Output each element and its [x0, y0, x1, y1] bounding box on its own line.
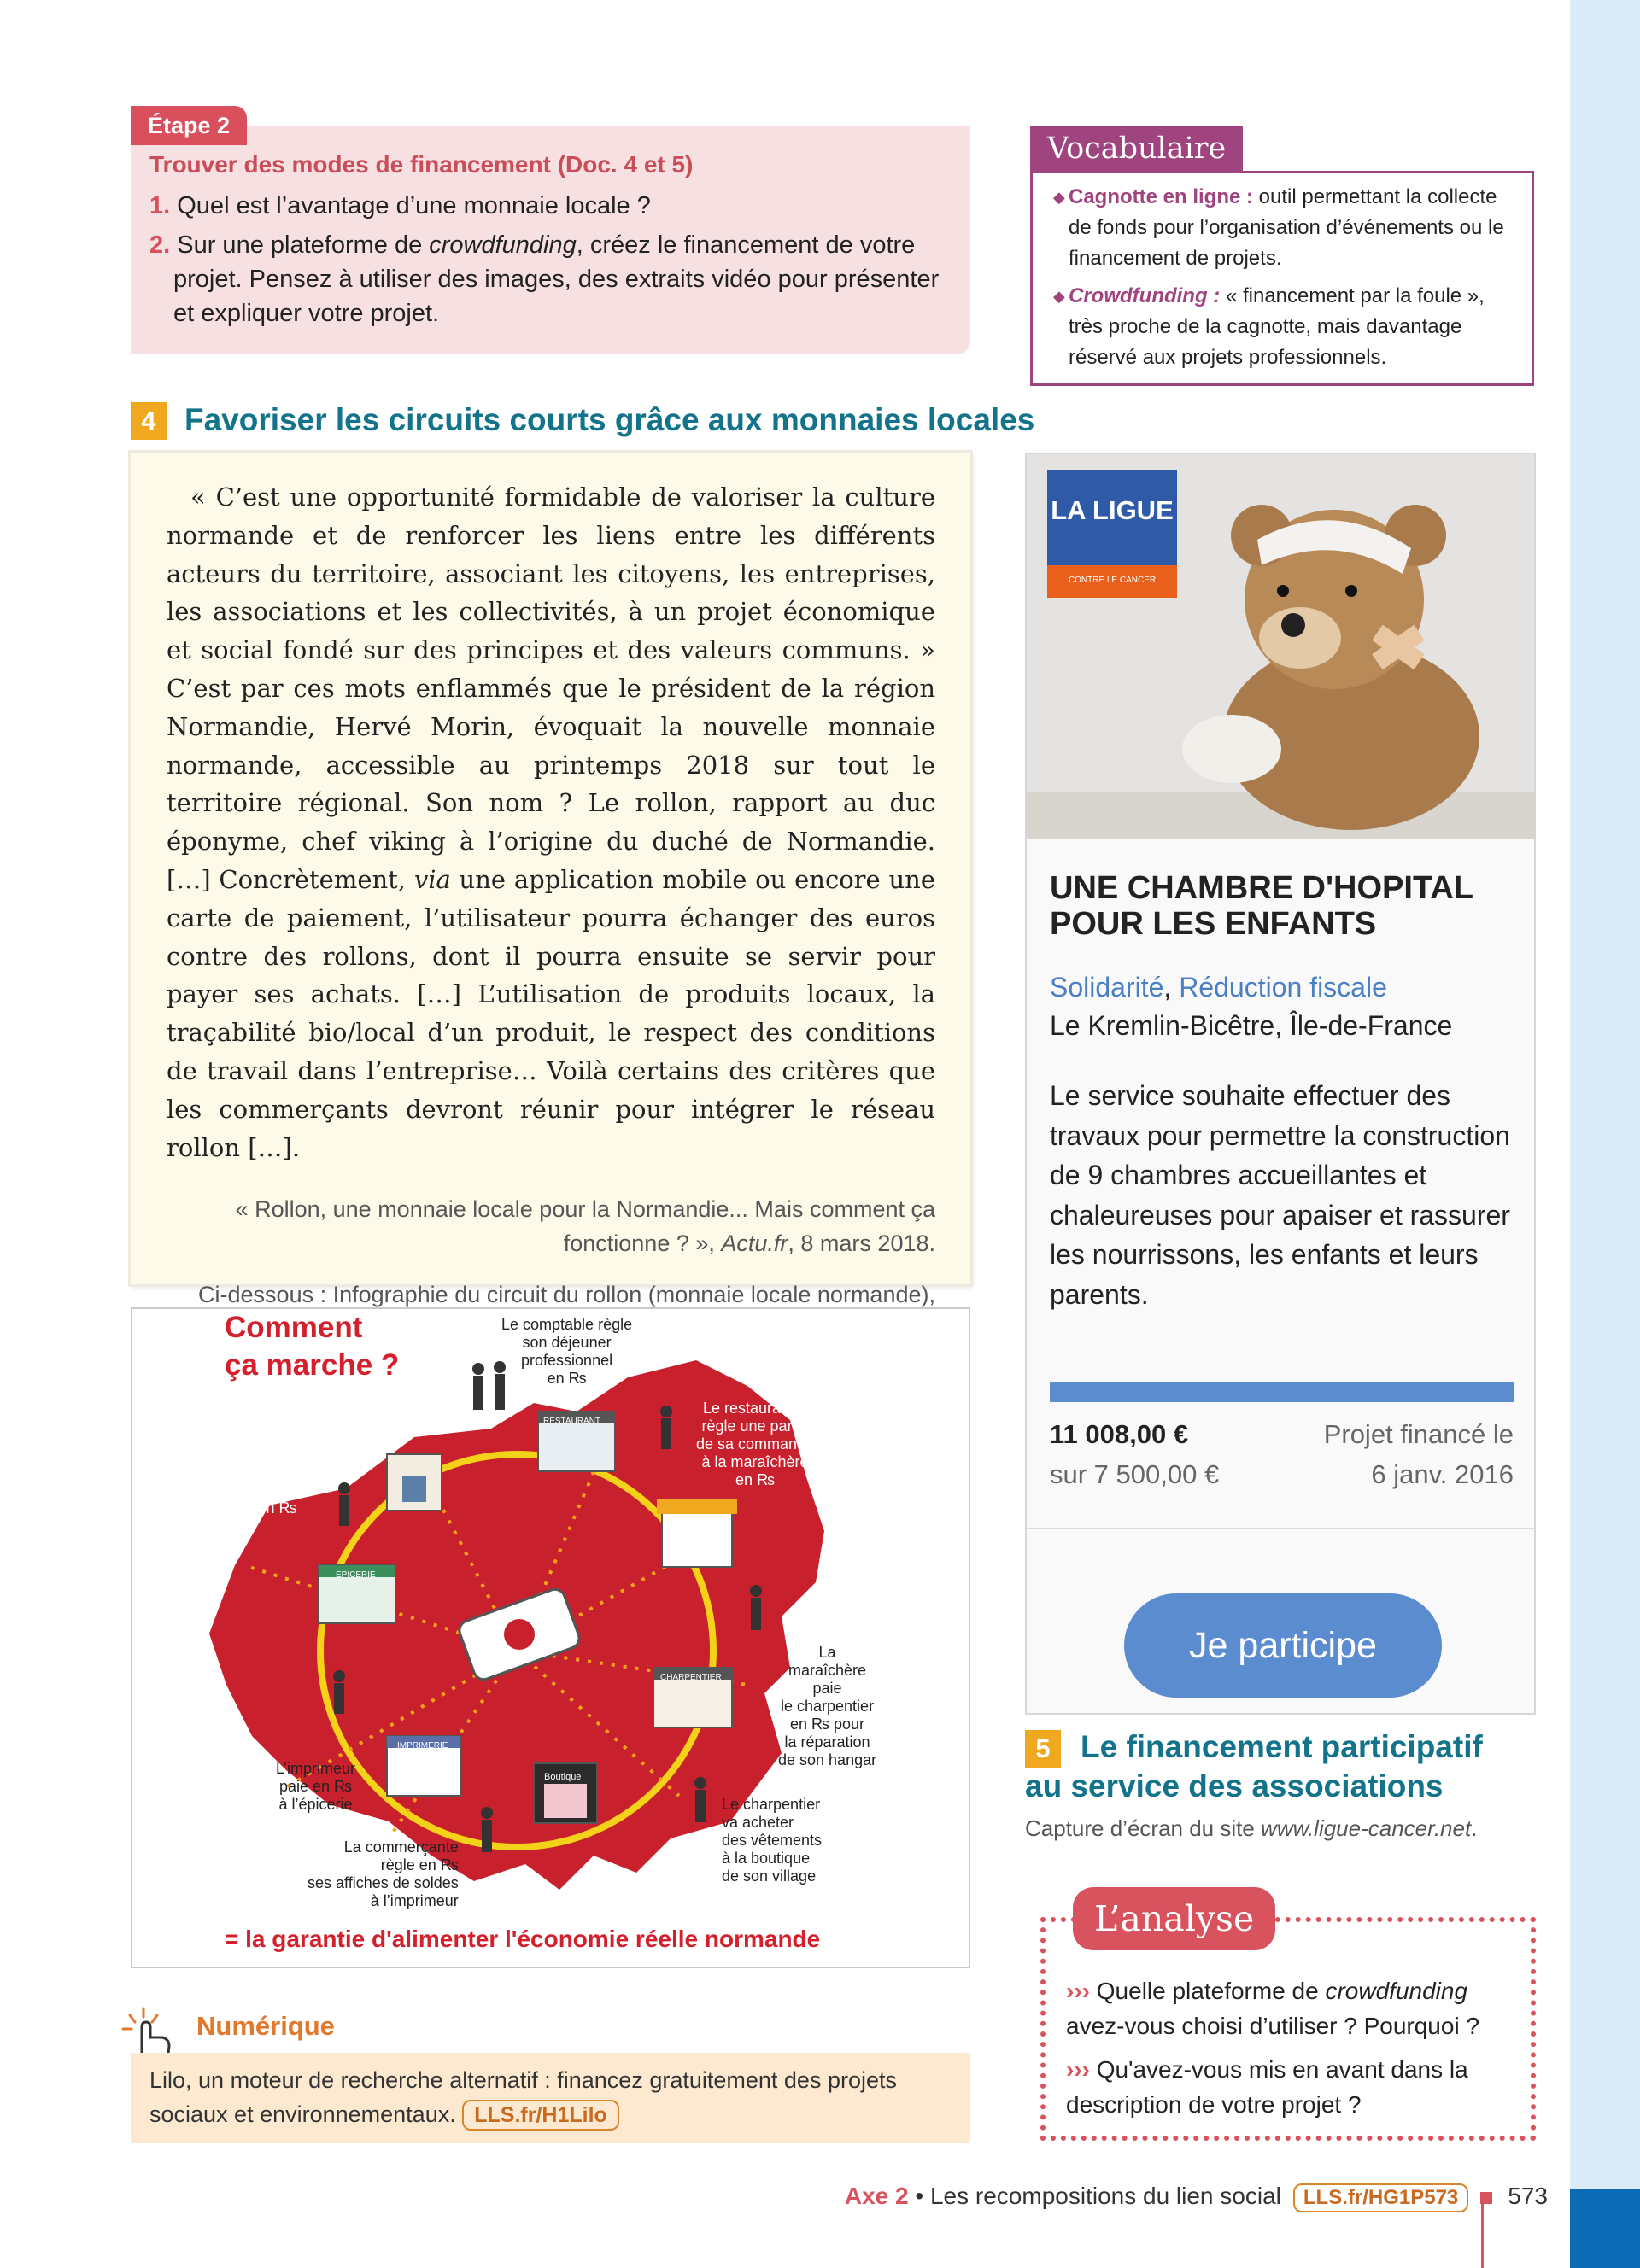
doc4-number: 4: [131, 402, 167, 440]
doc5-caption: Capture d’écran du site www.ligue-cancer.net.: [1025, 1815, 1478, 1841]
participate-button[interactable]: Je participe: [1124, 1593, 1442, 1698]
doc4-source: « Rollon, une monnaie locale pour la Normandie... Mais comment ça fonctionne ? », Actu.fr, 8 mars 2018.: [235, 1196, 935, 1257]
normandie-map-illustration: [132, 1309, 970, 1968]
lilo-link[interactable]: LLS.fr/H1Lilo: [462, 2100, 619, 2131]
page-edge-accent: [1570, 2189, 1640, 2268]
label-imprimeur: L’imprimeur paie en ₨ à l’épicerie: [276, 1760, 356, 1813]
vocabulaire-tag: Vocabulaire: [1030, 126, 1243, 171]
funding-progress-bar: [1050, 1382, 1514, 1402]
etape-question-1: 1. Quel est l’avantage d’une monnaie locale ?: [149, 192, 651, 219]
doc4-quote-text: « C’est une opportunité formidable de valoriser la culture normande et de renforcer les liens entre les différents acteurs du territoire, associant les citoyens, les entreprises, les associations et les collectivités, à un projet économique et social fondé sur des principes et des valeurs communs. » C’est par ces mots enflammés que le président de la région Normandie, Hervé Morin, évoquait la nouvelle monnaie normande, accessible au printemps 2018 sur tout le territoire régional. Son nom ? Le rollon, rapport au duc éponyme, chef viking à l’origine du duché de Normandie. […] Concrètement, via une application mobile ou encore une carte de paiement, l’utilisateur pourra échanger des euros contre des rollons, dont il pourra ensuite se servir pour payer ses achats. […] L’utilisation de produits locaux, la traçabilité bio/local d’un produit, le respect des conditions de travail dans l’entreprise… Voilà certains des critères que les commerçants devront réunir pour intégrer le réseau rollon […].: [167, 482, 935, 1162]
page-edge-strip: [1570, 0, 1640, 2268]
etape-box: [131, 126, 970, 354]
amount-raised: 11 008,00 €: [1050, 1419, 1189, 1449]
analyse-question-2: ››› Qu'avez-vous mis en avant dans la description de votre projet ?: [1066, 2056, 1468, 2118]
doc4-caption: Ci-dessous : Infographie du circuit du rollon (monnaie locale normande),: [198, 1282, 935, 1308]
etape-title: Trouver des modes de financement (Doc. 4 et 5): [149, 151, 694, 178]
chevrons-icon: ›››: [1066, 2056, 1090, 2083]
label-charpentier: Le charpentier va acheter des vêtements à la boutique de son village: [722, 1796, 823, 1885]
doc4-title: Favoriser les circuits courts grâce aux monnaies locales: [184, 402, 1035, 437]
shop-sign-boutique: Boutique: [544, 1772, 582, 1782]
diamond-bullet-icon: ◆: [1053, 288, 1065, 305]
shop-market-icon: [657, 1499, 737, 1567]
footer-square-icon: [1480, 2192, 1492, 2204]
shop-sign-charpentier: CHARPENTIER: [660, 1673, 722, 1682]
divider: [1027, 1528, 1534, 1529]
tag-solidarite[interactable]: Solidarité: [1050, 972, 1164, 1002]
label-commercante: La commerçante règle en ₨ ses affiches de soldes à l’imprimeur: [308, 1838, 459, 1909]
label-restaurateur: Le restaurateur règle une partie de sa commande à la maraîchère en ₨: [696, 1400, 815, 1488]
footer-section: Les recompositions du lien social: [929, 2183, 1281, 2209]
ad-tags: Solidarité, Réduction fiscale: [1050, 972, 1387, 1002]
page-footer: Axe 2 • Les recompositions du lien social LLS.fr/HG1P573 573: [845, 2180, 1548, 2212]
la-ligue-logo-text: LA LIGUE: [1051, 495, 1174, 525]
infographic-title: Comment ça marche ?: [225, 1311, 400, 1382]
analyse-tag: L’analyse: [1073, 1887, 1275, 1950]
footer-divider: [1481, 2203, 1484, 2268]
footer-link[interactable]: LLS.fr/HG1P573: [1293, 2183, 1468, 2212]
funding-progress-fill: [1050, 1382, 1514, 1402]
etape-question-2: 2. Sur une plateforme de crowdfunding, créez le financement de votre projet. Pensez à utiliser des images, des extraits vidéo pour présenter et expliquer votre projet.: [149, 231, 940, 327]
funded-label: Projet financé le: [1323, 1419, 1514, 1449]
la-ligue-logo-subtext: CONTRE LE CANCER: [1068, 576, 1157, 585]
analyse-question-1: ››› Quelle plateforme de crowdfunding avez-vous choisi d’utiliser ? Pourquoi ?: [1066, 1978, 1480, 2039]
ad-location: Le Kremlin-Bicêtre, Île-de-France: [1050, 1010, 1453, 1041]
label-maraichere: La maraîchère paie le charpentier en ₨ pour la réparation de son hangar: [778, 1644, 877, 1768]
page-number: 573: [1508, 2183, 1548, 2209]
doc5-number: 5: [1025, 1730, 1061, 1768]
numerique-box: Lilo, un moteur de recherche alternatif : financez gratuitement des projets sociaux et environnementaux. LLS.fr/H1Lilo: [131, 2053, 970, 2143]
shop-sign-epicerie: EPICERIE: [336, 1570, 376, 1580]
doc5-title-line1: Le financement participatif: [1081, 1729, 1483, 1764]
vocabulaire-item: ◆ Crowdfunding : « financement par la foule », très proche de la cagnotte, mais davantage réservé aux projets professionnels.: [1053, 281, 1516, 373]
label-epicier: L’épicier règle son comptable en ₨: [242, 1446, 313, 1517]
chevrons-icon: ›››: [1066, 1978, 1090, 2004]
tag-reduction-fiscale[interactable]: Réduction fiscale: [1179, 972, 1387, 1002]
amount-goal: sur 7 500,00 €: [1050, 1459, 1220, 1489]
shop-sign-restaurant: RESTAURANT: [543, 1417, 601, 1426]
etape-tag: Étape 2: [131, 106, 247, 145]
funded-date: 6 janv. 2016: [1371, 1459, 1514, 1489]
ad-headline: UNE CHAMBRE D'HOPITAL POUR LES ENFANTS: [1050, 870, 1473, 942]
shop-sign-imprimerie: IMPRIMERIE: [397, 1741, 448, 1751]
vocabulaire-box: [1030, 171, 1534, 386]
doc4-quote-box: [131, 453, 970, 1308]
footer-axe: Axe 2: [844, 2183, 909, 2209]
crowdfunding-screenshot: [1025, 453, 1536, 1715]
shop-house-icon: [387, 1454, 442, 1511]
rollon-infographic: [131, 1307, 970, 1968]
diamond-bullet-icon: ◆: [1053, 189, 1065, 206]
ad-description: Le service souhaite effectuer des travaux pour permettre la construction de 9 chambres accueillantes et chaleureuses pour apaiser et rassurer les nourrissons, les enfants et leurs parents.: [1050, 1080, 1510, 1310]
infographic-footer: = la garantie d'alimenter l'économie réelle normande: [225, 1926, 821, 1952]
numerique-title: Numérique: [196, 2011, 335, 2041]
label-comptable: Le comptable règle son déjeuner professionnel en ₨: [501, 1316, 633, 1387]
doc5-title-line2: au service des associations: [1025, 1768, 1444, 1803]
vocabulaire-item: ◆ Cagnotte en ligne : outil permettant la collecte de fonds pour l’organisation d’événements ou le financement de projets.: [1053, 182, 1516, 274]
